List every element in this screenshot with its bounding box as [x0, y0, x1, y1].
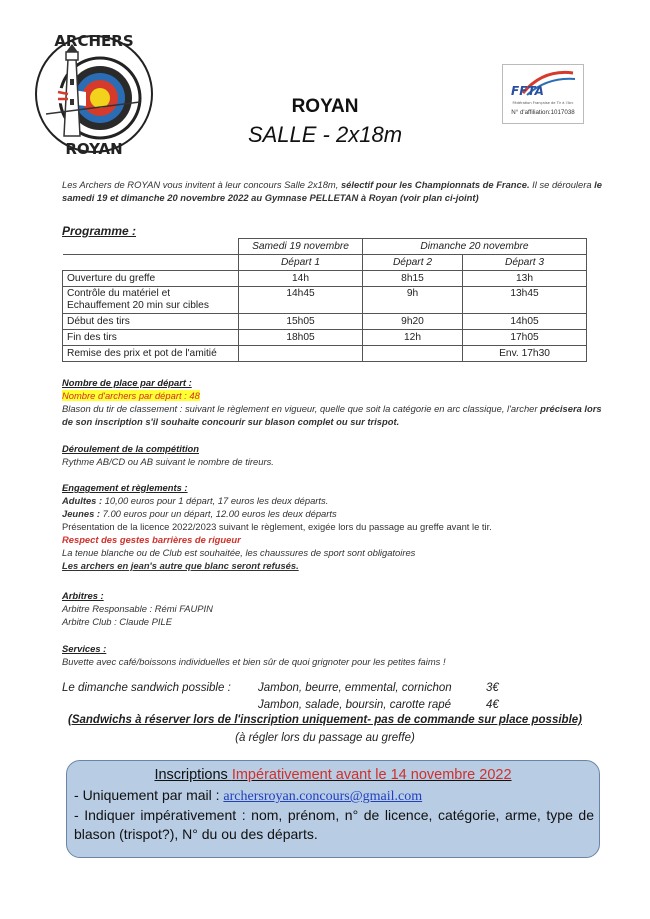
- jeans-text: Les archers en jean's autre que blanc seront refusés.: [62, 560, 299, 571]
- table-header-row: [63, 239, 587, 255]
- inscriptions-title: [66, 767, 600, 783]
- cell-d3: 13h: [463, 271, 587, 287]
- cell-d1: [239, 346, 363, 362]
- inscriptions-title-text: Inscriptions: [154, 767, 232, 783]
- row-label-line-1: Contrôle du matériel et: [67, 288, 171, 299]
- line1-prefix: -: [74, 787, 83, 803]
- arbitre-responsable: Arbitre Responsable : Rémi FAUPIN: [62, 603, 213, 614]
- sandwich-item-1: Jambon, beurre, emmental, cornichon: [258, 682, 452, 694]
- inscriptions-deadline: Impérativement avant le 14 novembre 2022: [231, 767, 512, 783]
- cell-d3: Env. 17h30: [463, 346, 587, 362]
- logo-text-top: ARCHERS: [54, 32, 134, 50]
- cell-d3: 17h05: [463, 330, 587, 346]
- intro-bold-1: sélectif pour les Championnats de France.: [340, 179, 530, 190]
- services-section: [62, 642, 602, 668]
- sandwich-price-2: 4€: [486, 699, 499, 711]
- ffta-logo-text: FFTA: [511, 84, 544, 98]
- intro-paragraph: [62, 178, 602, 204]
- intro-text-1: Les Archers de ROYAN vous invitent à leur concours Salle 2x18m,: [62, 179, 341, 190]
- depart-2-header: Départ 2: [363, 255, 463, 271]
- places-text: Blason du tir de classement : suivant le règlement en vigueur, quelle que soit la catégorie en arc classique, l'archer: [62, 403, 541, 414]
- ffta-affiliation: N° d'affiliation:1017038: [511, 109, 575, 116]
- adultes-text: 10,00 euros pour 1 départ, 17 euros les deux départs.: [102, 495, 329, 506]
- ffta-sub-text: Fédération Française de Tir à l'Arc: [512, 101, 574, 105]
- places-section: [62, 376, 602, 428]
- deroulement-text: Rythme AB/CD ou AB suivant le nombre de tireurs.: [62, 456, 274, 467]
- cell-d3: 13h45: [463, 287, 587, 314]
- indiquer-label: Indiquer impérativement :: [84, 807, 246, 823]
- deroulement-section: [62, 442, 602, 468]
- sandwich-note-1: (Sandwichs à réserver lors de l'inscription uniquement- pas de commande sur place possible): [68, 714, 582, 726]
- sandwich-item-2: Jambon, salade, boursin, carotte rapé: [258, 699, 452, 711]
- depart-1-header: Départ 1: [239, 255, 363, 271]
- arbitres-heading: Arbitres :: [62, 590, 104, 601]
- arbitres-section: [62, 589, 602, 628]
- places-heading: Nombre de place par départ :: [62, 377, 192, 388]
- cell-d1: 18h05: [239, 330, 363, 346]
- email-link[interactable]: archersroyan.concours@gmail.com: [223, 789, 423, 804]
- cell-d3: 14h05: [463, 314, 587, 330]
- services-text: Buvette avec café/boissons individuelles et bien sûr de quoi grignoter pour les petites faims !: [62, 656, 446, 667]
- programme-heading: Programme :: [62, 224, 137, 238]
- tenue-text: La tenue blanche ou de Club est souhaitée, les chaussures de sport sont obligatoires: [62, 547, 416, 558]
- row-label: Ouverture du greffe: [63, 271, 239, 287]
- cell-d1: 14h: [239, 271, 363, 287]
- cell-d2: 12h: [363, 330, 463, 346]
- day1-header: Samedi 19 novembre: [239, 239, 363, 255]
- logo-text-bottom: ROYAN: [65, 140, 123, 158]
- table-row: [63, 314, 587, 330]
- sandwich-price-1: 3€: [486, 682, 499, 694]
- depart-3-header: Départ 3: [463, 255, 587, 271]
- page-subtitle: SALLE - 2x18m: [247, 122, 403, 147]
- table-row: [63, 346, 587, 362]
- row-label: Remise des prix et pot de l'amitié: [63, 346, 239, 362]
- programme-table: [62, 238, 587, 362]
- cell-d2: 8h15: [363, 271, 463, 287]
- jeunes-label: Jeunes :: [62, 508, 101, 519]
- row-label: Fin des tirs: [63, 330, 239, 346]
- sandwich-section: [62, 682, 602, 716]
- row-label-line-2: Echauffement 20 min sur cibles: [67, 300, 209, 311]
- table-row: [63, 287, 587, 314]
- gestes-text: Respect des gestes barrières de rigueur: [62, 534, 241, 545]
- inscriptions-line-2: [74, 806, 594, 844]
- engagement-heading: Engagement et règlements :: [62, 482, 188, 493]
- mail-label: Uniquement par mail :: [82, 787, 224, 803]
- engagement-section: [62, 481, 602, 572]
- cell-d2: 9h: [363, 287, 463, 314]
- licence-text: Présentation de la licence 2022/2023 suivant le règlement, exigée lors du passage au greffe avant le tir.: [62, 521, 492, 532]
- cell-d2: 9h20: [363, 314, 463, 330]
- arbitre-club: Arbitre Club : Claude PILE: [62, 616, 172, 627]
- jeunes-text: 7.00 euros pour un départ, 12.00 euros les deux départs: [100, 508, 337, 519]
- intro-bold-2: le samedi 19 et dimanche 20 novembre 2022 au Gymnase PELLETAN à Royan (voir plan ci-joint): [62, 179, 602, 203]
- places-text-bold: précisera lors de son inscription s'il souhaite concourir sur blason complet ou sur trispot.: [62, 403, 602, 427]
- row-label: Début des tirs: [63, 314, 239, 330]
- cell-d1: 15h05: [239, 314, 363, 330]
- sandwich-label: Le dimanche sandwich possible :: [62, 682, 231, 694]
- table-row: [63, 330, 587, 346]
- adultes-label: Adultes :: [62, 495, 103, 506]
- cell-d1: 14h45: [239, 287, 363, 314]
- day2-header: Dimanche 20 novembre: [363, 239, 587, 255]
- table-depart-row: [63, 255, 587, 271]
- line2-prefix: -: [74, 807, 85, 823]
- page-title: ROYAN: [291, 96, 359, 117]
- row-label: [63, 287, 239, 314]
- intro-text-2: Il se déroulera: [529, 179, 595, 190]
- inscriptions-line-1: [74, 787, 594, 805]
- deroulement-heading: Déroulement de la compétition: [62, 443, 199, 454]
- sandwich-note-2: (à régler lors du passage au greffe): [235, 732, 415, 744]
- cell-d2: [363, 346, 463, 362]
- table-row: [63, 271, 587, 287]
- services-heading: Services :: [62, 643, 107, 654]
- places-highlight: Nombre d'archers par départ : 48: [62, 390, 200, 401]
- indiquer-text: nom, prénom, n° de licence, catégorie, arme, type de blason (trispot?), N° du ou des départs.: [74, 807, 594, 842]
